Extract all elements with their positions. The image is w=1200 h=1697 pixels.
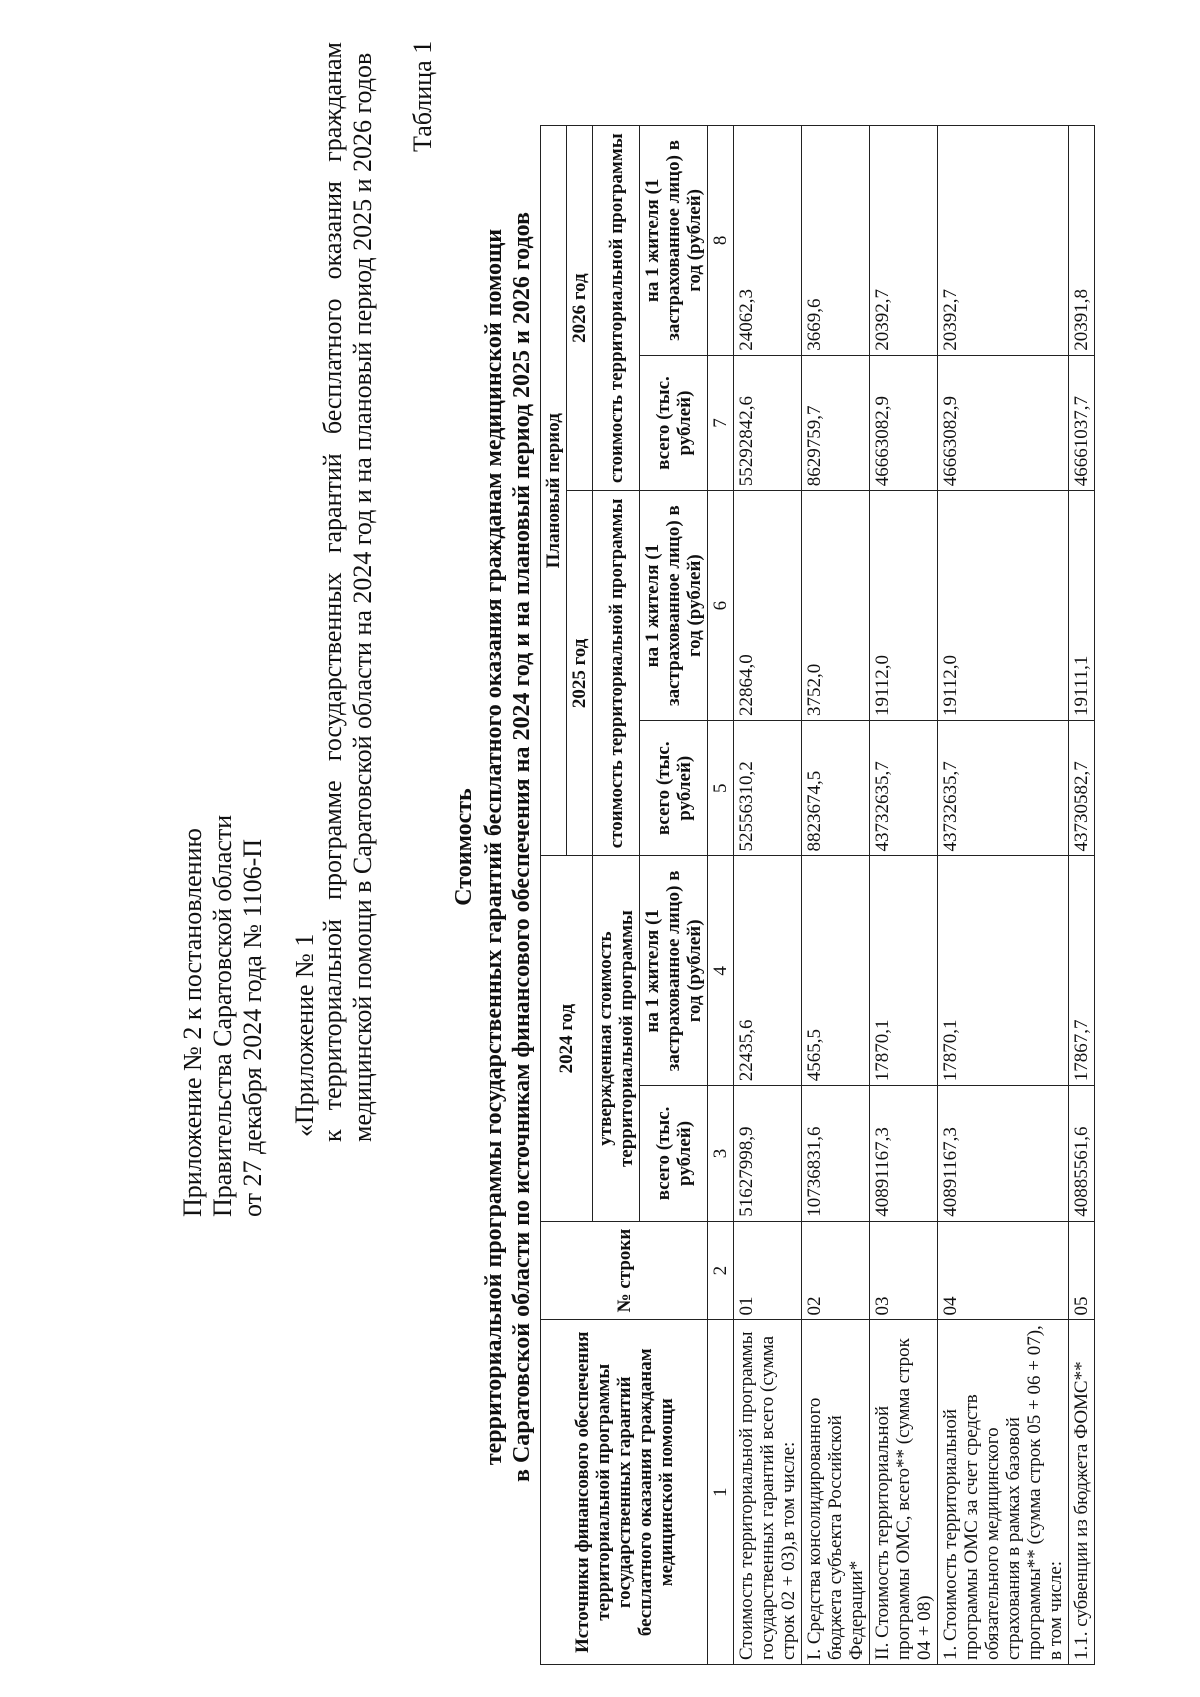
column-number: 4 bbox=[708, 856, 734, 1086]
header-total-2024: всего (тыс. рублей) bbox=[640, 1086, 708, 1222]
cell-per-capita-2024: 17867,7 bbox=[1069, 856, 1095, 1086]
cell-total-2024: 10736831,6 bbox=[802, 1086, 870, 1222]
table-row bbox=[802, 126, 870, 1665]
cell-per-capita-2026: 24062,3 bbox=[734, 126, 802, 356]
cell-total-2026: 46663082,9 bbox=[870, 355, 938, 491]
cell-total-2024: 40891167,3 bbox=[938, 1086, 1069, 1222]
header-row-no: № строки bbox=[541, 1221, 708, 1320]
cell-total-2025: 8823674,5 bbox=[802, 720, 870, 856]
row-code: 01 bbox=[734, 1221, 802, 1320]
row-source: 1.1. субвенции из бюджета ФОМС** bbox=[1069, 1320, 1095, 1665]
header-planning-period: Плановый период bbox=[541, 126, 567, 857]
header-total-2025: всего (тыс. рублей) bbox=[640, 720, 708, 856]
cell-per-capita-2026: 20392,7 bbox=[870, 126, 938, 356]
cell-per-capita-2025: 19111,1 bbox=[1069, 491, 1095, 721]
row-source: 1. Стоимость территориальной программы ОМС за счет средств обязательного медицинского страхования в рамках базовой программы** (сумма строк 05 + 06 + 07), в том числе: bbox=[938, 1320, 1069, 1665]
cell-per-capita-2024: 17870,1 bbox=[938, 856, 1069, 1086]
document-title bbox=[450, 147, 536, 1547]
cell-total-2026: 46663082,9 bbox=[938, 355, 1069, 491]
sub-appendix-title: «Приложение № 1 bbox=[290, 933, 319, 1137]
header-program-cost-2026: стоимость территориальной программы bbox=[593, 126, 640, 491]
header-approved-cost: утвержденная стоимость территориальной программы bbox=[593, 856, 640, 1221]
cell-per-capita-2026: 20391,8 bbox=[1069, 126, 1095, 356]
cell-total-2026: 55292842,6 bbox=[734, 355, 802, 491]
column-number: 2 bbox=[708, 1221, 734, 1320]
column-number: 8 bbox=[708, 126, 734, 356]
title-line: в Саратовской области по источникам финансового обеспечения на 2024 год и на плановый период 2025 и 2026 годов bbox=[509, 212, 535, 1483]
cell-total-2026: 8629759,7 bbox=[802, 355, 870, 491]
column-number-row bbox=[708, 126, 734, 1665]
table-row bbox=[870, 126, 938, 1665]
table-row bbox=[938, 126, 1069, 1665]
header-per-capita-2026: на 1 жителя (1 застрахованное лицо) в год (рублей) bbox=[640, 126, 708, 356]
column-number: 3 bbox=[708, 1086, 734, 1222]
cell-per-capita-2025: 19112,0 bbox=[938, 491, 1069, 721]
cell-total-2025: 52556310,2 bbox=[734, 720, 802, 856]
table-row bbox=[1069, 126, 1095, 1665]
header-per-capita-2025: на 1 жителя (1 застрахованное лицо) в год (рублей) bbox=[640, 491, 708, 721]
appendix-line: от 27 декабря 2024 года № 1106-П bbox=[238, 838, 267, 1217]
row-source: I. Средства консолидированного бюджета субъекта Российской Федерации* bbox=[802, 1320, 870, 1665]
header-year-2024: 2024 год bbox=[541, 856, 593, 1221]
cell-total-2024: 40891167,3 bbox=[870, 1086, 938, 1222]
row-code: 02 bbox=[802, 1221, 870, 1320]
table-row bbox=[734, 126, 802, 1665]
cell-total-2024: 51627998,9 bbox=[734, 1086, 802, 1222]
cell-per-capita-2024: 4565,5 bbox=[802, 856, 870, 1086]
column-number: 6 bbox=[708, 491, 734, 721]
cell-total-2025: 43730582,7 bbox=[1069, 720, 1095, 856]
cell-per-capita-2024: 22435,6 bbox=[734, 856, 802, 1086]
cell-total-2025: 43732635,7 bbox=[870, 720, 938, 856]
column-number: 5 bbox=[708, 720, 734, 856]
appendix-line: Правительства Саратовской области bbox=[208, 814, 237, 1217]
cell-total-2024: 40885561,6 bbox=[1069, 1086, 1095, 1222]
header-year-2026: 2026 год bbox=[567, 126, 593, 491]
cost-table-frame bbox=[540, 125, 1095, 1665]
row-code: 05 bbox=[1069, 1221, 1095, 1320]
header-total-2026: всего (тыс. рублей) bbox=[640, 355, 708, 491]
appendix-header bbox=[178, 815, 268, 1217]
row-source: Стоимость территориальной программы государственных гарантий всего (сумма строк 02 + 03),в том числе: bbox=[734, 1320, 802, 1665]
cell-per-capita-2026: 3669,6 bbox=[802, 126, 870, 356]
column-number: 1 bbox=[708, 1320, 734, 1665]
column-number: 7 bbox=[708, 355, 734, 491]
appendix-line: Приложение № 2 к постановлению bbox=[178, 828, 207, 1217]
header-program-cost-2025: стоимость территориальной программы bbox=[593, 491, 640, 856]
header-year-2025: 2025 год bbox=[567, 491, 593, 856]
row-code: 03 bbox=[870, 1221, 938, 1320]
sub-appendix-text: к территориальной программе государственных гарантий бесплатного оказания гражданам медицинской помощи в Саратовской области на 2024 год и на плановый период 2025 и 2026 годов bbox=[318, 42, 377, 1142]
cell-per-capita-2025: 3752,0 bbox=[802, 491, 870, 721]
row-code: 04 bbox=[938, 1221, 1069, 1320]
table-number: Таблица 1 bbox=[408, 40, 437, 152]
cost-table bbox=[540, 125, 1095, 1665]
row-source: II. Стоимость территориальной программы ОМС, всего** (сумма строк 04 + 08) bbox=[870, 1320, 938, 1665]
header-source: Источники финансового обеспечения территориальной программы государственных гарантий бесплатного оказания гражданам медицинской помощи bbox=[541, 1320, 708, 1665]
cell-per-capita-2025: 22864,0 bbox=[734, 491, 802, 721]
title-line: территориальной программы государственных гарантий бесплатного оказания гражданам медицинской помощи bbox=[481, 228, 507, 1466]
cell-per-capita-2026: 20392,7 bbox=[938, 126, 1069, 356]
cell-per-capita-2025: 19112,0 bbox=[870, 491, 938, 721]
cell-total-2026: 46661037,7 bbox=[1069, 355, 1095, 491]
title-caption: Стоимость bbox=[451, 788, 477, 906]
cell-per-capita-2024: 17870,1 bbox=[870, 856, 938, 1086]
header-per-capita-2024: на 1 жителя (1 застрахованное лицо) в год (рублей) bbox=[640, 856, 708, 1086]
cell-total-2025: 43732635,7 bbox=[938, 720, 1069, 856]
